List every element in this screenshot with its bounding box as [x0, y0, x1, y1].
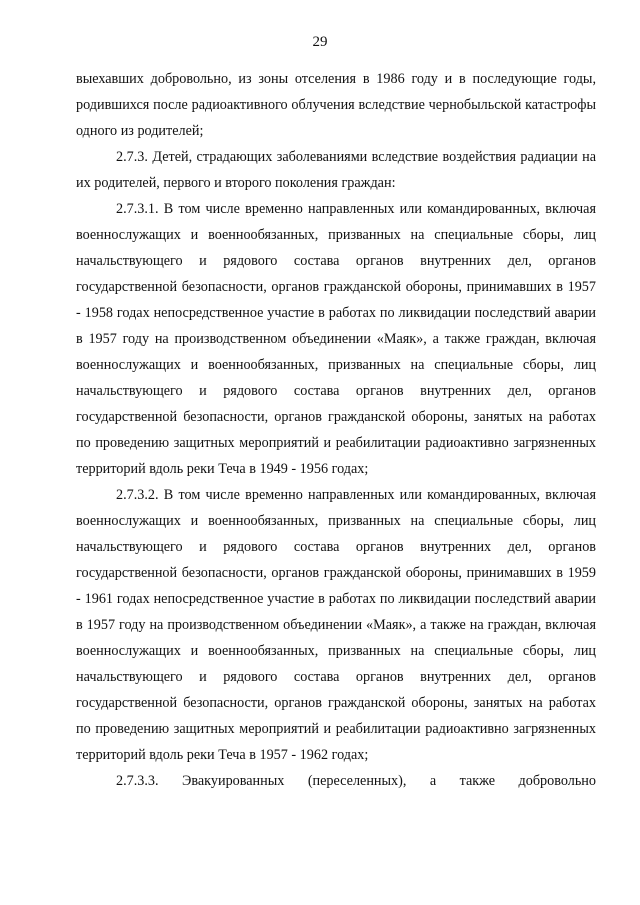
paragraph-item-2-7-3: 2.7.3. Детей, страдающих заболеваниями вследствие воздействия радиации на их родителей, первого и второго поколения граждан:: [76, 149, 596, 191]
paragraph-continuation: выехавших добровольно, из зоны отселения в 1986 году и в последующие годы, родившихся после радиоактивного облучения вследствие чернобыльской катастрофы одного из родителей;: [76, 71, 596, 139]
page-number: 29: [312, 34, 328, 50]
paragraph-item-2-7-3-1: 2.7.3.1. В том числе временно направленных или командированных, включая военнослужащих и военнообязанных, призванных на специальные сборы, лиц начальствующего и рядового состава органов внутренних дел, органов государственной безопасности, органов гражданской обороны, принимавших в 1957 - 1958 годах непосредственное участие в работах по ликвидации последствий аварии в 1957 году на производственном объединении «Маяк», а также граждан, включая военнослужащих и военнообязанных, призванных на специальные сборы, лиц начальствующего и рядового состава органов внутренних дел, органов государственной безопасности, органов гражданской обороны, занятых на работах по проведению защитных мероприятий и реабилитации радиоактивно загрязненных территорий вдоль реки Теча в 1949 - 1956 годах;: [76, 201, 596, 477]
document-body: [76, 66, 596, 794]
paragraph-item-2-7-3-2: 2.7.3.2. В том числе временно направленных или командированных, включая военнослужащих и военнообязанных, призванных на специальные сборы, лиц начальствующего и рядового состава органов внутренних дел, органов государственной безопасности, органов гражданской обороны, принимавших в 1959 - 1961 годах непосредственное участие в работах по ликвидации последствий аварии в 1957 году на производственном объединении «Маяк», а также на граждан, включая военнослужащих и военнообязанных, призванных на специальные сборы, лиц начальствующего и рядового состава органов внутренних дел, органов государственной безопасности, органов гражданской обороны, занятых на работах по проведению защитных мероприятий и реабилитации радиоактивно загрязненных территорий вдоль реки Теча в 1957 - 1962 годах;: [76, 487, 596, 763]
paragraph-item-2-7-3-3: 2.7.3.3. Эвакуированных (переселенных), а также добровольно: [116, 773, 596, 789]
